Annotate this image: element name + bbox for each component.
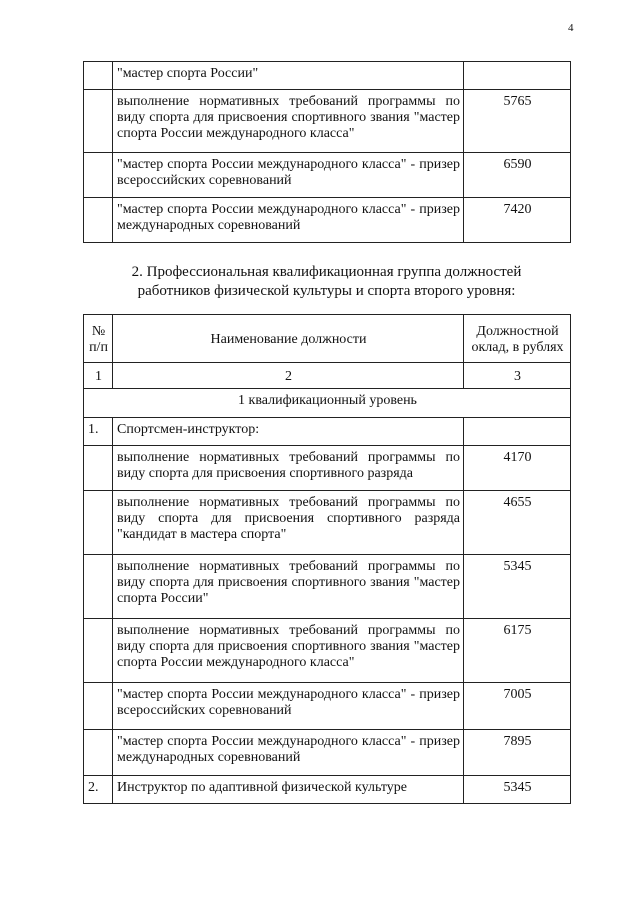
position-name-cell: "мастер спорта России" xyxy=(113,62,464,90)
position-name-cell: выполнение нормативных требований программы по виду спорта для присвоения спортивного разряда xyxy=(113,446,464,491)
row-number-cell: 2. xyxy=(84,776,113,804)
salary-cell: 5345 xyxy=(464,776,571,804)
row-number-cell xyxy=(84,491,113,555)
table-row xyxy=(84,62,571,90)
position-name-cell: Инструктор по адаптивной физической культуре xyxy=(113,776,464,804)
salary-table-continued xyxy=(83,61,571,243)
row-number-cell xyxy=(84,446,113,491)
table-header-row xyxy=(84,315,571,363)
table-row xyxy=(84,90,571,153)
position-name-cell: "мастер спорта России международного класса" - призер международных соревнований xyxy=(113,198,464,243)
salary-cell: 7005 xyxy=(464,683,571,730)
header-number: № п/п xyxy=(84,315,113,363)
position-name-cell: выполнение нормативных требований программы по виду спорта для присвоения спортивного звания "мастер спорта России международного класса" xyxy=(113,619,464,683)
row-number-cell: 1. xyxy=(84,418,113,446)
position-name-cell: "мастер спорта России международного класса" - призер всероссийских соревнований xyxy=(113,153,464,198)
salary-cell: 5345 xyxy=(464,555,571,619)
table-row xyxy=(84,730,571,776)
table-row xyxy=(84,153,571,198)
salary-cell: 6590 xyxy=(464,153,571,198)
salary-cell: 7895 xyxy=(464,730,571,776)
column-number-2: 2 xyxy=(113,363,464,389)
row-number-cell xyxy=(84,683,113,730)
position-name-cell: Спортсмен-инструктор: xyxy=(113,418,464,446)
qualification-level: 1 квалификационный уровень xyxy=(84,389,571,418)
column-number-3: 3 xyxy=(464,363,571,389)
table-row xyxy=(84,446,571,491)
page-number: 4 xyxy=(568,22,574,34)
position-name-cell: выполнение нормативных требований программы по виду спорта для присвоения спортивного звания "мастер спорта России" xyxy=(113,555,464,619)
qualification-level-row xyxy=(84,389,571,418)
table-row xyxy=(84,491,571,555)
table-row xyxy=(84,555,571,619)
table-row xyxy=(84,418,571,446)
salary-cell xyxy=(464,418,571,446)
salary-cell: 6175 xyxy=(464,619,571,683)
salary-cell: 7420 xyxy=(464,198,571,243)
table-row xyxy=(84,776,571,804)
row-number-cell xyxy=(84,555,113,619)
table-row xyxy=(84,683,571,730)
column-number-1: 1 xyxy=(84,363,113,389)
table-row xyxy=(84,619,571,683)
row-number-cell xyxy=(84,619,113,683)
table-row xyxy=(84,198,571,243)
section-title-line: 2. Профессиональная квалификационная группа должностей xyxy=(131,264,522,280)
salary-cell xyxy=(464,62,571,90)
section-title-line: работников физической культуры и спорта второго уровня: xyxy=(137,283,516,299)
row-number-cell xyxy=(84,153,113,198)
position-name-cell: "мастер спорта России международного класса" - призер международных соревнований xyxy=(113,730,464,776)
salary-cell: 5765 xyxy=(464,90,571,153)
salary-cell: 4655 xyxy=(464,491,571,555)
position-name-cell: выполнение нормативных требований программы по виду спорта для присвоения спортивного звания "мастер спорта России международного класса" xyxy=(113,90,464,153)
salary-cell: 4170 xyxy=(464,446,571,491)
position-name-cell: "мастер спорта России международного класса" - призер всероссийских соревнований xyxy=(113,683,464,730)
row-number-cell xyxy=(84,730,113,776)
row-number-cell xyxy=(84,198,113,243)
section-title xyxy=(83,263,570,301)
row-number-cell xyxy=(84,62,113,90)
row-number-cell xyxy=(84,90,113,153)
header-position-name: Наименование должности xyxy=(113,315,464,363)
salary-table xyxy=(83,314,571,804)
position-name-cell: выполнение нормативных требований программы по виду спорта для присвоения спортивного разряда "кандидат в мастера спорта" xyxy=(113,491,464,555)
header-salary: Должностной оклад, в рублях xyxy=(464,315,571,363)
column-number-row xyxy=(84,363,571,389)
